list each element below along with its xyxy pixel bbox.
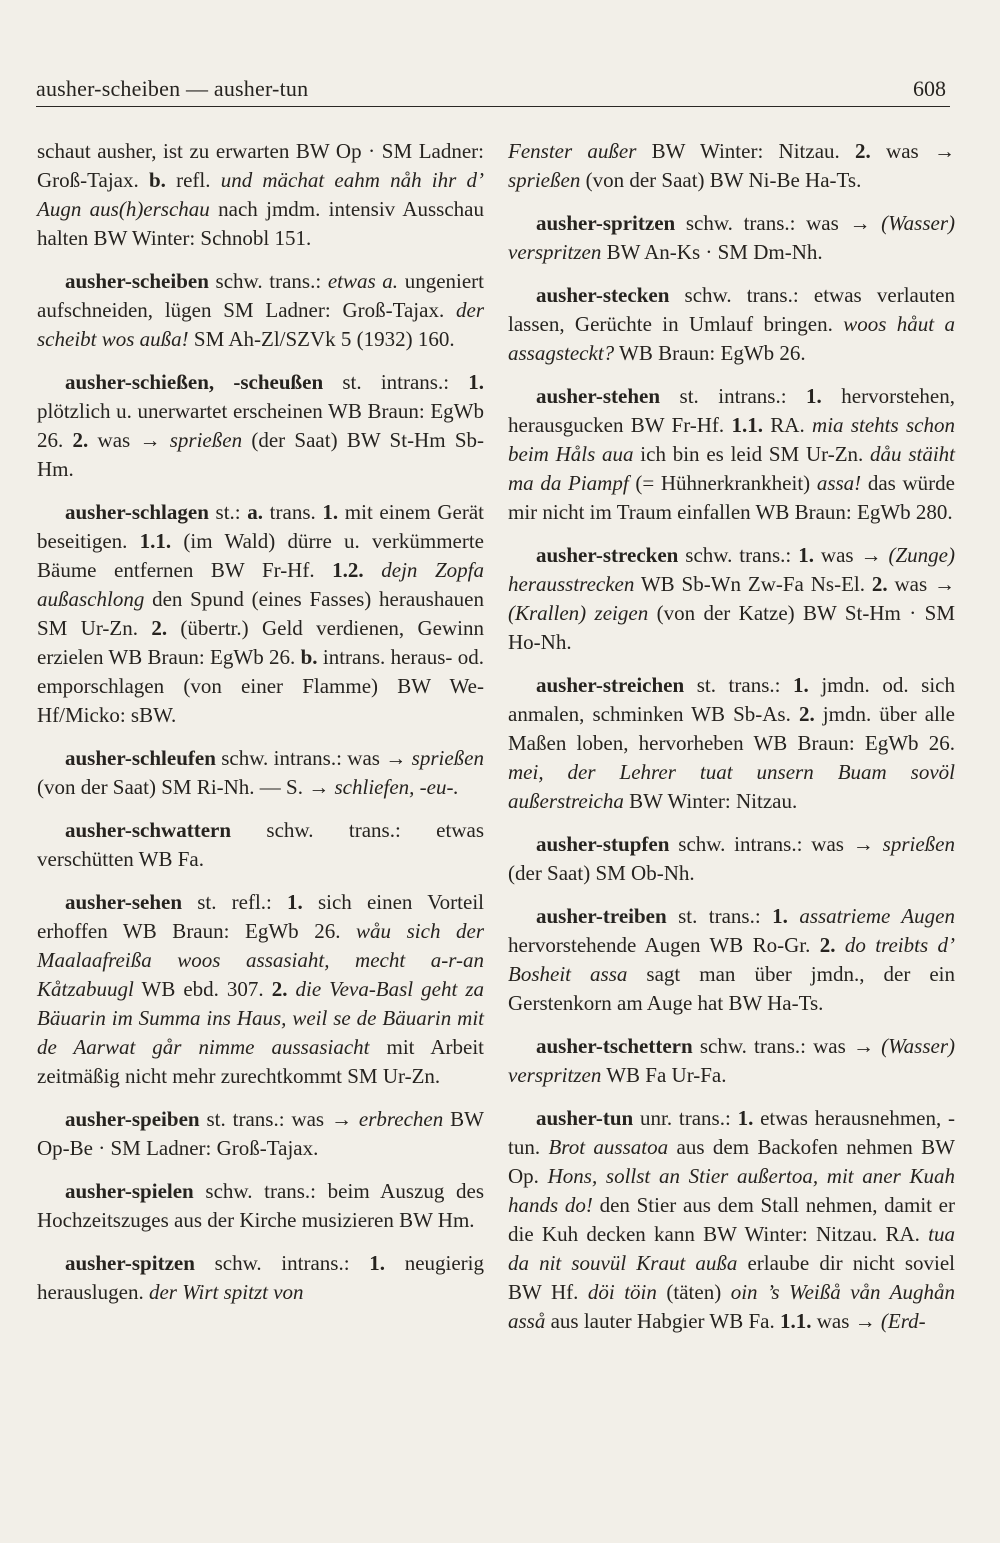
entry-text: den Stier aus dem Stall nehmen, damit er die Kuh decken kann BW Winter: Nitzau. RA.	[508, 1193, 955, 1246]
headword: ausher-schießen, -scheußen	[65, 370, 324, 394]
entry-text: st.:	[208, 500, 248, 524]
sense-number: 1.	[468, 370, 484, 394]
headword: ausher-speiben	[65, 1107, 200, 1131]
entry-text: WB ebd. 307.	[133, 977, 272, 1001]
entry-text: unr. trans.:	[633, 1106, 738, 1130]
sense-number: 1.	[287, 890, 303, 914]
dictionary-entry	[508, 541, 955, 657]
headword: ausher-strecken	[536, 543, 679, 567]
left-column	[37, 137, 484, 1321]
entry-text: schw. trans.: beim Auszug des Hochzeitszuges aus der Kirche musizieren BW Hm.	[37, 1179, 484, 1232]
headword: ausher-sehen	[65, 890, 183, 914]
dictionary-entry	[37, 744, 484, 802]
sense-number: a.	[247, 500, 264, 524]
entry-text: nach jmdm. intensiv Ausschau halten BW Winter: Schnobl 151.	[37, 197, 484, 250]
sense-number: 1.1.	[731, 413, 763, 437]
dictionary-entry	[37, 1105, 484, 1163]
sense-number: 2.	[151, 616, 168, 640]
entry-text: trans.	[263, 500, 323, 524]
italic-text: etwas a.	[327, 269, 399, 293]
sense-number: b.	[148, 168, 166, 192]
sense-number: 1.	[737, 1106, 754, 1130]
italic-text: döi töin	[587, 1280, 657, 1304]
entry-text: sagt man über jmdn., der ein Gerstenkorn am Auge hat BW Ha-Ts.	[508, 962, 955, 1015]
headword: ausher-stecken	[536, 283, 670, 307]
sense-number: 1.	[369, 1251, 385, 1275]
entry-text: (täten)	[656, 1280, 731, 1304]
entry-text: was →	[887, 572, 955, 596]
entry-text: refl.	[165, 168, 221, 192]
entry-text: sich einen Vorteil erhoffen WB Braun: EgWb 26.	[37, 890, 484, 943]
entry-text: (der Saat) SM Ob-Nh.	[508, 861, 695, 885]
entry-text: schaut ausher, ist zu erwarten BW Op · SM Ladner: Groß-Tajax.	[37, 139, 484, 192]
entry-text: st. intrans.:	[660, 384, 807, 408]
sense-number: 1.1.	[139, 529, 172, 553]
dictionary-entry	[508, 830, 955, 888]
entry-text: hervorstehende Augen WB Ro-Gr.	[508, 933, 820, 957]
entry-text	[836, 933, 845, 957]
running-header	[36, 76, 950, 108]
italic-text: assa!	[816, 471, 862, 495]
italic-text: (Zunge) herausstrecken	[508, 543, 955, 596]
italic-text: woos håut a assagsteckt?	[508, 312, 955, 365]
entry-text: schw. intrans.:	[194, 1251, 370, 1275]
headword: ausher-spielen	[65, 1179, 194, 1203]
dictionary-entry	[37, 498, 484, 730]
headword: ausher-treiben	[536, 904, 667, 928]
entry-text: st. trans.:	[684, 673, 794, 697]
headword: ausher-schleufen	[65, 746, 216, 770]
italic-text: und mächat eahm nåh ihr d’ Augn aus(h)erschau	[37, 168, 484, 221]
entry-continuation	[37, 137, 484, 253]
italic-text: sprießen	[169, 428, 243, 452]
dictionary-entry	[508, 1104, 955, 1336]
entry-text: WB Braun: EgWb 26.	[614, 341, 806, 365]
entry-text: (= Hühnerkrankheit)	[628, 471, 817, 495]
entry-continuation	[508, 137, 955, 195]
italic-text: schliefen, -eu-.	[334, 775, 459, 799]
entry-text: SM Ah-Zl/SZVk 5 (1932) 160.	[188, 327, 455, 351]
sense-number: 2.	[271, 977, 288, 1001]
italic-text: Brot aussatoa	[548, 1135, 669, 1159]
entry-text	[364, 558, 382, 582]
entry-text: (der Saat) BW St-Hm Sb-Hm.	[37, 428, 484, 481]
entry-text: BW Winter: Nitzau.	[623, 789, 798, 813]
dictionary-entry	[37, 1249, 484, 1307]
italic-text: sprießen	[508, 168, 581, 192]
dictionary-entry	[508, 209, 955, 267]
dictionary-entry	[508, 1032, 955, 1090]
italic-text: tua da nit souvül Kraut außa	[508, 1222, 955, 1275]
headword: ausher-schwattern	[65, 818, 232, 842]
entry-text: st. trans.: was →	[199, 1107, 359, 1131]
headword: ausher-stupfen	[536, 832, 670, 856]
headword: ausher-streichen	[536, 673, 685, 697]
italic-text: assatrieme Augen	[799, 904, 956, 928]
sense-number: 2.	[855, 139, 871, 163]
italic-text: dejn Zopfa außaschlong	[37, 558, 484, 611]
italic-text: (Wasser) verspritzen	[508, 211, 955, 264]
italic-text: dåu stäiht ma da Piampf	[508, 442, 955, 495]
sense-number: 2.	[798, 702, 815, 726]
entry-text: schw. trans.: etwas verschütten WB Fa.	[37, 818, 484, 871]
italic-text: Fenster außer	[508, 139, 637, 163]
entry-text: was →	[870, 139, 955, 163]
italic-text: mei, der Lehrer tuat unsern Buam sovöl außerstreicha	[508, 760, 955, 813]
italic-text: do treibts d’ Bosheit assa	[508, 933, 956, 986]
italic-text: erbrechen	[358, 1107, 444, 1131]
italic-text: sprießen	[411, 746, 484, 770]
entry-text: aus lauter Habgier WB Fa.	[545, 1309, 780, 1333]
entry-text: aus dem Backofen nehmen BW Op.	[508, 1135, 956, 1188]
entry-text: ungeniert aufschneiden, lügen SM Ladner: Groß-Tajax.	[37, 269, 484, 322]
italic-text: der scheibt wos außa!	[37, 298, 484, 351]
dictionary-entry	[508, 902, 955, 1018]
italic-text: wåu sich der Maalaafreißa woos assasiaht, mecht a-r-an Kåtzabuugl	[37, 919, 484, 1001]
dictionary-entry	[37, 816, 484, 874]
sense-number: b.	[300, 645, 318, 669]
sense-number: 2.	[871, 572, 888, 596]
sense-number: 1.	[772, 904, 788, 928]
italic-text: Hons, sollst an Stier außertoa, mit aner Kuah hands do!	[508, 1164, 956, 1217]
header-rule	[36, 106, 950, 107]
dictionary-entry	[508, 671, 955, 816]
entry-text: BW Winter: Nitzau.	[636, 139, 856, 163]
dictionary-entry	[37, 267, 484, 354]
entry-text: das würde mir nicht im Traum einfallen WB Braun: EgWb 280.	[508, 471, 955, 524]
entry-text: RA.	[762, 413, 813, 437]
sense-number: 2.	[819, 933, 836, 957]
entry-text: (von der Saat) BW Ni-Be Ha-Ts.	[580, 168, 862, 192]
sense-number: 1.	[322, 500, 339, 524]
entry-text: plötzlich u. unerwartet erscheinen WB Braun: EgWb 26.	[37, 399, 484, 452]
headword: ausher-schlagen	[65, 500, 209, 524]
entry-text: (von der Saat) SM Ri-Nh. — S. →	[37, 775, 335, 799]
headword: ausher-tun	[536, 1106, 634, 1130]
entry-text: WB Sb-Wn Zw-Fa Ns-El.	[634, 572, 872, 596]
entry-text: ich bin es leid SM Ur-Zn.	[633, 442, 871, 466]
sense-number: 1.	[798, 543, 814, 567]
sense-number: 1.	[793, 673, 809, 697]
entry-text: st. refl.:	[182, 890, 288, 914]
entry-text: schw. trans.:	[678, 543, 799, 567]
sense-number: 2.	[72, 428, 89, 452]
entry-text: schw. intrans.: was →	[215, 746, 412, 770]
italic-text: (Wasser) verspritzen	[508, 1034, 955, 1087]
italic-text: oin ’s Weißå vån Aughån asså	[508, 1280, 955, 1333]
dictionary-entry	[37, 888, 484, 1091]
entry-text: mit Arbeit zeitmäßig nicht mehr zurechtkommt SM Ur-Zn.	[37, 1035, 484, 1088]
entry-text: BW Op-Be · SM Ladner: Groß-Tajax.	[37, 1107, 484, 1160]
entry-text: mit einem Gerät beseitigen.	[37, 500, 485, 553]
entry-text: schw. trans.:	[208, 269, 328, 293]
italic-text: der Wirt spitzt von	[148, 1280, 304, 1304]
sense-number: 1.2.	[332, 558, 364, 582]
entry-text: schw. trans.: was →	[675, 211, 882, 235]
dictionary-entry	[508, 382, 955, 527]
entry-text: BW An-Ks · SM Dm-Nh.	[601, 240, 823, 264]
entry-text: (im Wald) dürre u. verkümmerte Bäume entfernen BW Fr-Hf.	[37, 529, 484, 582]
sense-number: 1.1.	[780, 1309, 812, 1333]
headword: ausher-scheiben	[65, 269, 209, 293]
dictionary-entry	[508, 281, 955, 368]
headword: ausher-stehen	[536, 384, 661, 408]
headword: ausher-spitzen	[65, 1251, 195, 1275]
entry-text: etwas herausnehmen, -tun.	[508, 1106, 955, 1159]
entry-text: den Spund (eines Fasses) heraushauen SM Ur-Zn.	[37, 587, 484, 640]
right-column	[508, 137, 955, 1350]
entry-text: erlaube dir nicht soviel BW Hf.	[508, 1251, 955, 1304]
entry-text: WB Fa Ur-Fa.	[601, 1063, 727, 1087]
entry-text: was →	[813, 543, 889, 567]
italic-text: (Erd-	[880, 1309, 926, 1333]
entry-text: st. intrans.:	[323, 370, 469, 394]
entry-text: schw. intrans.: was →	[669, 832, 883, 856]
entry-text: jmdn. über alle Maßen loben, hervorheben WB Braun: EgWb 26.	[508, 702, 955, 755]
italic-text: mia stehts schon beim Håls aua	[508, 413, 955, 466]
entry-text	[788, 904, 799, 928]
entry-text: st. trans.:	[666, 904, 773, 928]
entry-text: intrans. heraus- od. emporschlagen (von einer Flamme) BW We-Hf/Micko: sBW.	[37, 645, 484, 727]
dictionary-entry	[37, 1177, 484, 1235]
entry-text: schw. trans.: was →	[692, 1034, 882, 1058]
headword: ausher-tschettern	[536, 1034, 693, 1058]
headword: ausher-spritzen	[536, 211, 676, 235]
entry-text: (übertr.) Geld verdienen, Gewinn erzielen WB Braun: EgWb 26.	[37, 616, 484, 669]
page-number: 608	[913, 76, 946, 101]
entry-text: neugierig herauslugen.	[37, 1251, 484, 1304]
entry-text: (von der Katze) BW St-Hm · SM Ho-Nh.	[508, 601, 955, 654]
entry-text	[287, 977, 295, 1001]
italic-text: (Krallen) zeigen	[508, 601, 649, 625]
entry-text: schw. trans.: etwas verlauten lassen, Gerüchte in Umlauf bringen.	[508, 283, 955, 336]
italic-text: die Veva-Basl geht za Bäuarin im Summa ins Haus, weil se de Bäuarin mit de Aarwat går nimme aussasiacht	[37, 977, 485, 1059]
entry-text: hervorstehen, herausgucken BW Fr-Hf.	[508, 384, 955, 437]
dictionary-entry	[37, 368, 484, 484]
entry-text: was →	[811, 1309, 881, 1333]
sense-number: 1.	[806, 384, 822, 408]
italic-text: sprießen	[882, 832, 955, 856]
entry-text: jmdn. od. sich anmalen, schminken WB Sb-As.	[508, 673, 955, 726]
running-title: ausher-scheiben — ausher-tun	[36, 76, 309, 101]
entry-text: was →	[88, 428, 170, 452]
